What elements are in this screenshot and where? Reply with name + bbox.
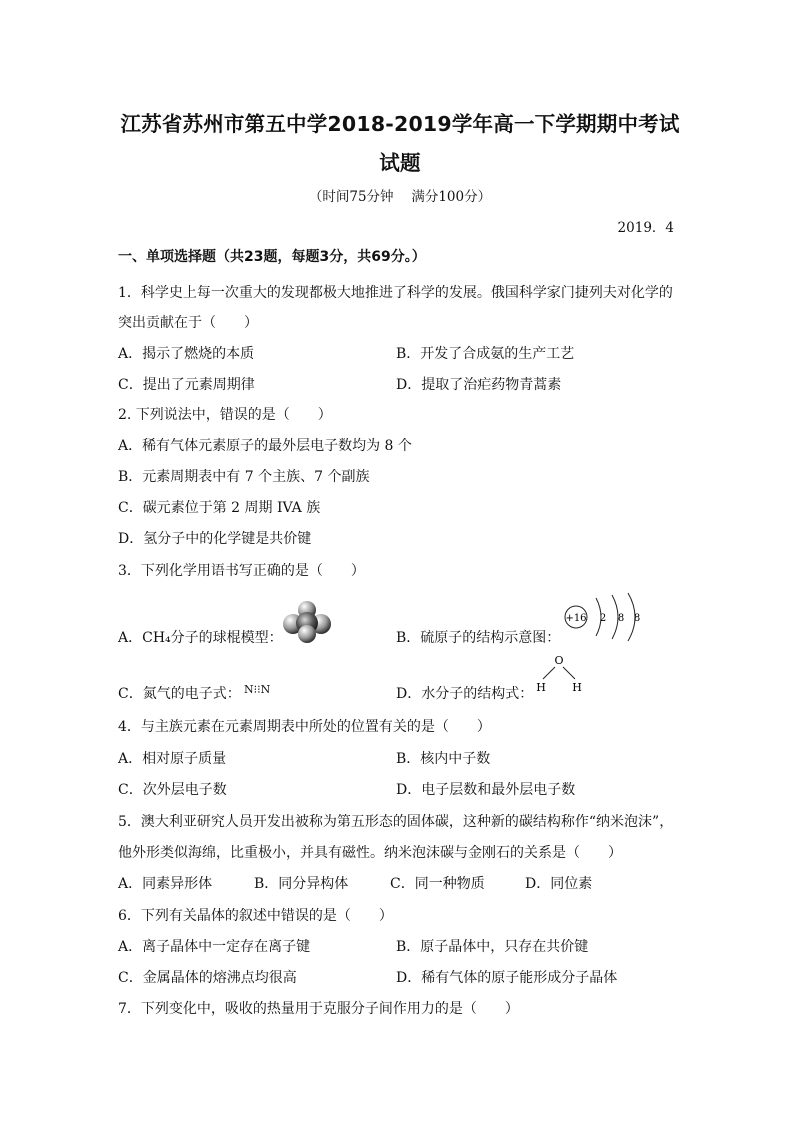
q6-stem: 6．下列有关晶体的叙述中错误的是（ ）: [118, 908, 393, 924]
q4-option-d: D．电子层数和最外层电子数: [396, 782, 576, 798]
q3-option-d: D．水分子的结构式：: [396, 686, 534, 702]
q1-option-d: D．提取了治疟药物青蒿素: [396, 377, 562, 393]
q5-option-b: B．同分异构体: [254, 876, 349, 892]
q5-stem: 5．澳大利亚研究人员开发出被称为第五形态的固体碳，这种新的碳结构称作“纳米泡沫”，: [118, 814, 674, 830]
shell-1-count: 2: [599, 613, 607, 624]
q6-option-a: A．离子晶体中一定存在离子键: [118, 939, 311, 955]
exam-title-continued: 试题: [379, 151, 421, 175]
q4-option-b: B．核内中子数: [396, 751, 491, 767]
q4-option-c: C．次外层电子数: [118, 782, 227, 798]
n2-electron-formula: N⁝⁝N: [244, 683, 271, 696]
q7-stem: 7．下列变化中，吸收的热量用于克服分子间作用力的是（ ）: [118, 1001, 519, 1017]
q3-option-a: A．CH₄分子的球棍模型：: [118, 630, 283, 646]
sulfur-atom-diagram: [560, 592, 660, 642]
q6-option-d: D．稀有气体的原子能形成分子晶体: [396, 970, 618, 986]
hydrogen-label-right: H: [572, 681, 582, 693]
q2-option-c: C．碳元素位于第 2 周期 IVA 族: [118, 500, 321, 516]
q6-option-b: B．原子晶体中，只存在共价键: [396, 939, 589, 955]
shell-2-count: 8: [617, 613, 625, 624]
exam-subtitle: （时间75分钟 满分100分）: [308, 189, 492, 205]
q4-option-a: A．相对原子质量: [118, 751, 227, 767]
ch4-ball-model-image: [282, 600, 332, 644]
q1-stem: 1．科学史上每一次重大的发现都极大地推进了科学的发展。俄国科学家门捷列夫对化学的: [118, 285, 673, 301]
q2-option-b: B．元素周期表中有 7 个主族、7 个副族: [118, 469, 370, 485]
q5-option-a: A．同素异形体: [118, 876, 213, 892]
exam-date: 2019．4: [617, 220, 674, 236]
q1-option-b: B．开发了合成氨的生产工艺: [396, 346, 575, 362]
section-heading: 一、单项选择题（共23题，每题3分，共69分。）: [118, 249, 426, 265]
hydrogen-label-left: H: [536, 681, 546, 693]
water-structural-formula: [532, 653, 588, 693]
q2-option-a: A．稀有气体元素原子的最外层电子数均为 8 个: [118, 438, 412, 454]
q2-stem: 2. 下列说法中，错误的是（ ）: [118, 407, 332, 423]
q5-option-c: C．同一种物质: [390, 876, 485, 892]
oxygen-label: O: [554, 654, 564, 667]
shell-3-count: 8: [633, 613, 641, 624]
exam-title: 江苏省苏州市第五中学2018-2019学年高一下学期期中考试: [120, 112, 680, 136]
q1-option-c: C．提出了元素周期律: [118, 377, 255, 393]
q4-stem: 4．与主族元素在元素周期表中所处的位置有关的是（ ）: [118, 719, 491, 735]
q3-option-c: C．氮气的电子式：: [118, 686, 241, 702]
q6-option-c: C．金属晶体的熔沸点均很高: [118, 970, 297, 986]
q3-option-b: B．硫原子的结构示意图：: [396, 630, 561, 646]
q3-stem: 3．下列化学用语书写正确的是（ ）: [118, 563, 365, 579]
q5-option-d: D．同位素: [525, 876, 593, 892]
q1-stem-continued: 突出贡献在于（ ）: [118, 315, 258, 331]
nucleus-label: +16: [565, 613, 587, 624]
q1-option-a: A．揭示了燃烧的本质: [118, 346, 255, 362]
q2-option-d: D．氢分子中的化学键是共价键: [118, 531, 312, 547]
q5-stem-continued: 他外形类似海绵，比重极小，并具有磁性。纳米泡沫碳与金刚石的关系是（ ）: [118, 845, 622, 861]
